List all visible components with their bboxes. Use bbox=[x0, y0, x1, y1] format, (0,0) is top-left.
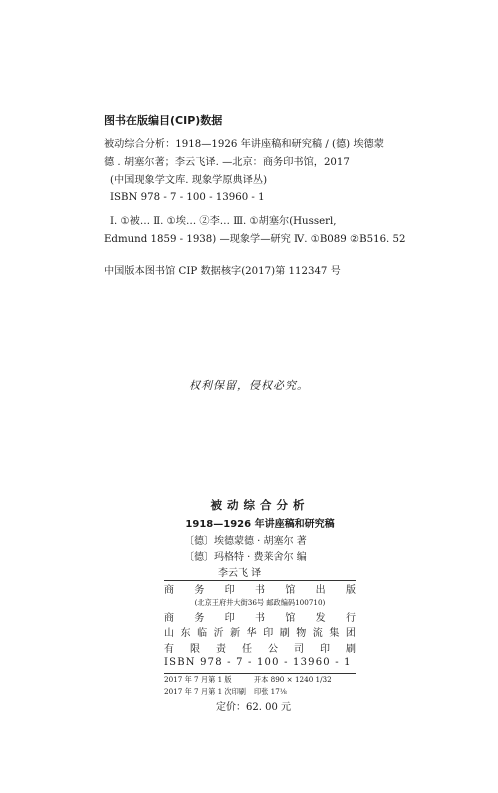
cip-subject-line: Ⅰ. ①被… Ⅱ. ①埃… ②李… Ⅲ. ①胡塞尔(Husserl, bbox=[110, 216, 337, 228]
char: 山 bbox=[164, 628, 174, 640]
char: 务 bbox=[194, 612, 205, 624]
char: 沂 bbox=[213, 628, 224, 640]
printer-line bbox=[164, 624, 356, 640]
char: 发 bbox=[315, 612, 326, 624]
char: 刷 bbox=[346, 643, 356, 655]
char: 行 bbox=[345, 612, 356, 624]
char: 东 bbox=[180, 628, 191, 640]
char: 团 bbox=[345, 628, 356, 640]
char: 流 bbox=[312, 628, 323, 640]
char: 有 bbox=[164, 643, 174, 655]
translator-credit: 李云飞 译 bbox=[218, 568, 262, 579]
char: 限 bbox=[190, 643, 200, 655]
char: 责 bbox=[216, 643, 226, 655]
char: 物 bbox=[296, 628, 307, 640]
char: 出 bbox=[315, 585, 326, 597]
char: 公 bbox=[268, 643, 278, 655]
author-credit: 〔德〕埃德蒙德 · 胡塞尔 著 bbox=[184, 536, 307, 547]
rights-notice: 权利保留，侵权必究。 bbox=[189, 379, 309, 392]
char: 版 bbox=[345, 585, 356, 597]
char: 馆 bbox=[285, 612, 296, 624]
cip-block bbox=[104, 112, 404, 280]
book-title: 被动综合分析 bbox=[210, 498, 310, 512]
colophon bbox=[164, 497, 356, 712]
cip-line: 德 . 胡塞尔著；李云飞译. —北京：商务印书馆，2017 bbox=[104, 156, 350, 168]
cip-heading: 图书在版编目(CIP)数据 bbox=[104, 114, 223, 127]
char: 商 bbox=[164, 585, 174, 597]
char: 集 bbox=[329, 628, 340, 640]
cip-line: 被动综合分析：1918—1926 年讲座稿和研究稿 / (德) 埃德蒙 bbox=[104, 139, 384, 150]
char: 商 bbox=[164, 612, 174, 624]
printing-info bbox=[164, 686, 356, 698]
char: 司 bbox=[294, 643, 304, 655]
sheets: 印张 17⅛ bbox=[254, 687, 287, 696]
distributor-line bbox=[164, 609, 356, 625]
char: 新 bbox=[230, 628, 241, 640]
printing: 2017 年 7 月第 1 次印刷 bbox=[164, 687, 246, 696]
char: 馆 bbox=[285, 585, 296, 597]
cip-line: (中国现象学文库. 现象学原典译丛) bbox=[110, 174, 268, 186]
char: 华 bbox=[246, 628, 257, 640]
format: 开本 890 × 1240 1/32 bbox=[254, 675, 332, 684]
price: 定价：62. 00 元 bbox=[216, 701, 291, 713]
char: 刷 bbox=[279, 628, 290, 640]
char: 书 bbox=[254, 612, 265, 624]
char: 印 bbox=[224, 612, 235, 624]
char: 任 bbox=[242, 643, 252, 655]
cip-subject-line: Edmund 1859 - 1938) —现象学—研究 Ⅳ. ①B089 ②B516. 52 bbox=[104, 233, 406, 245]
cip-library-note: 中国版本图书馆 CIP 数据核字(2017)第 112347 号 bbox=[104, 265, 341, 277]
cip-line: ISBN 978 - 7 - 100 - 13960 - 1 bbox=[110, 192, 265, 204]
edition-info bbox=[164, 674, 356, 686]
printer-line-2 bbox=[164, 640, 356, 656]
publisher-address: (北京王府井大街36号 邮政编码100710) bbox=[194, 597, 326, 607]
editor-credit: 〔德〕玛格特 · 费莱舍尔 编 bbox=[184, 552, 307, 563]
char: 印 bbox=[263, 628, 274, 640]
char: 临 bbox=[197, 628, 208, 640]
char: 印 bbox=[224, 585, 235, 597]
isbn: ISBN 978 - 7 - 100 - 13960 - 1 bbox=[164, 657, 352, 668]
publisher-line bbox=[164, 581, 356, 597]
edition: 2017 年 7 月第 1 版 bbox=[164, 675, 232, 684]
char: 书 bbox=[254, 585, 265, 597]
book-subtitle: 1918—1926 年讲座稿和研究稿 bbox=[185, 519, 335, 530]
char: 印 bbox=[320, 643, 330, 655]
char: 务 bbox=[194, 585, 205, 597]
